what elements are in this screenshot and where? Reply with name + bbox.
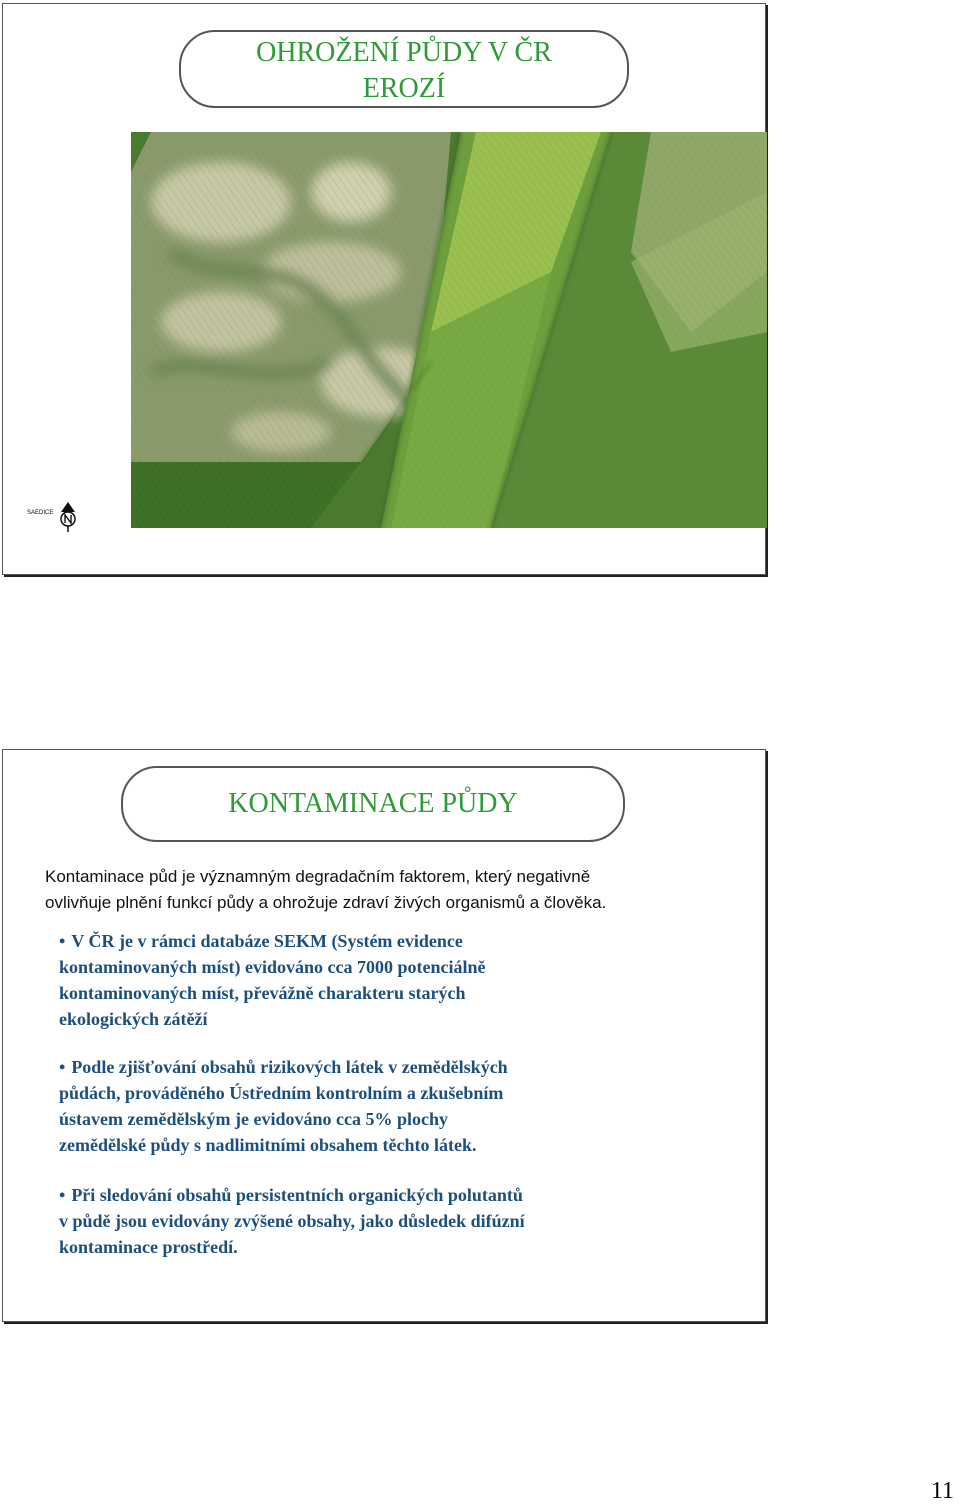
north-arrow-icon bbox=[59, 502, 77, 532]
bullet-line: ústavem zemědělským je evidováno cca 5% plochy bbox=[59, 1109, 448, 1129]
bullet-line: Podle zjišťování obsahů rizikových látek v zemědělských bbox=[71, 1057, 508, 1077]
bullet-item bbox=[59, 1182, 699, 1260]
bullet-dot-icon: • bbox=[59, 1057, 66, 1077]
bullet-dot-icon: • bbox=[59, 1185, 66, 1205]
slide-erosion bbox=[2, 3, 766, 575]
bullet-line: V ČR je v rámci databáze SEKM (Systém evidence bbox=[71, 931, 463, 951]
slide-title-line-1: OHROŽENÍ PŮDY V ČR bbox=[256, 37, 552, 68]
slide-title-box bbox=[179, 30, 629, 108]
bullet-line: kontaminace prostředí. bbox=[59, 1237, 238, 1257]
bullet-line: půdách, prováděného Ústředním kontrolním a zkušebním bbox=[59, 1083, 504, 1103]
page-number: 11 bbox=[930, 1478, 954, 1504]
bullet-line: Při sledování obsahů persistentních organických polutantů bbox=[71, 1185, 523, 1205]
bullet-item bbox=[59, 1054, 699, 1158]
intro-line: ovlivňuje plnění funkcí půdy a ohrožuje zdraví živých organismů a člověka. bbox=[45, 893, 607, 912]
intro-paragraph bbox=[45, 864, 725, 916]
bullet-line: kontaminovaných míst, převážně charakteru starých bbox=[59, 983, 466, 1003]
bullet-line: ekologických zátěží bbox=[59, 1009, 208, 1029]
bullet-item bbox=[59, 928, 699, 1032]
intro-line: Kontaminace půd je významným degradačním faktorem, který negativně bbox=[45, 867, 591, 886]
bullet-line: v půdě jsou evidovány zvýšené obsahy, jako důsledek difúzní bbox=[59, 1211, 525, 1231]
slide-contamination bbox=[2, 749, 766, 1322]
bullet-line: zemědělské půdy s nadlimitními obsahem těchto látek. bbox=[59, 1135, 477, 1155]
slide-title-box bbox=[121, 766, 625, 842]
bullet-dot-icon: • bbox=[59, 931, 66, 951]
bullet-line: kontaminovaných míst) evidováno cca 7000 potenciálně bbox=[59, 957, 486, 977]
aerial-photo-erosion bbox=[131, 132, 767, 528]
slide-title: KONTAMINACE PŮDY bbox=[228, 788, 518, 819]
map-label: SAEDICE bbox=[27, 510, 54, 516]
slide-title-line-2: EROZÍ bbox=[362, 73, 446, 104]
